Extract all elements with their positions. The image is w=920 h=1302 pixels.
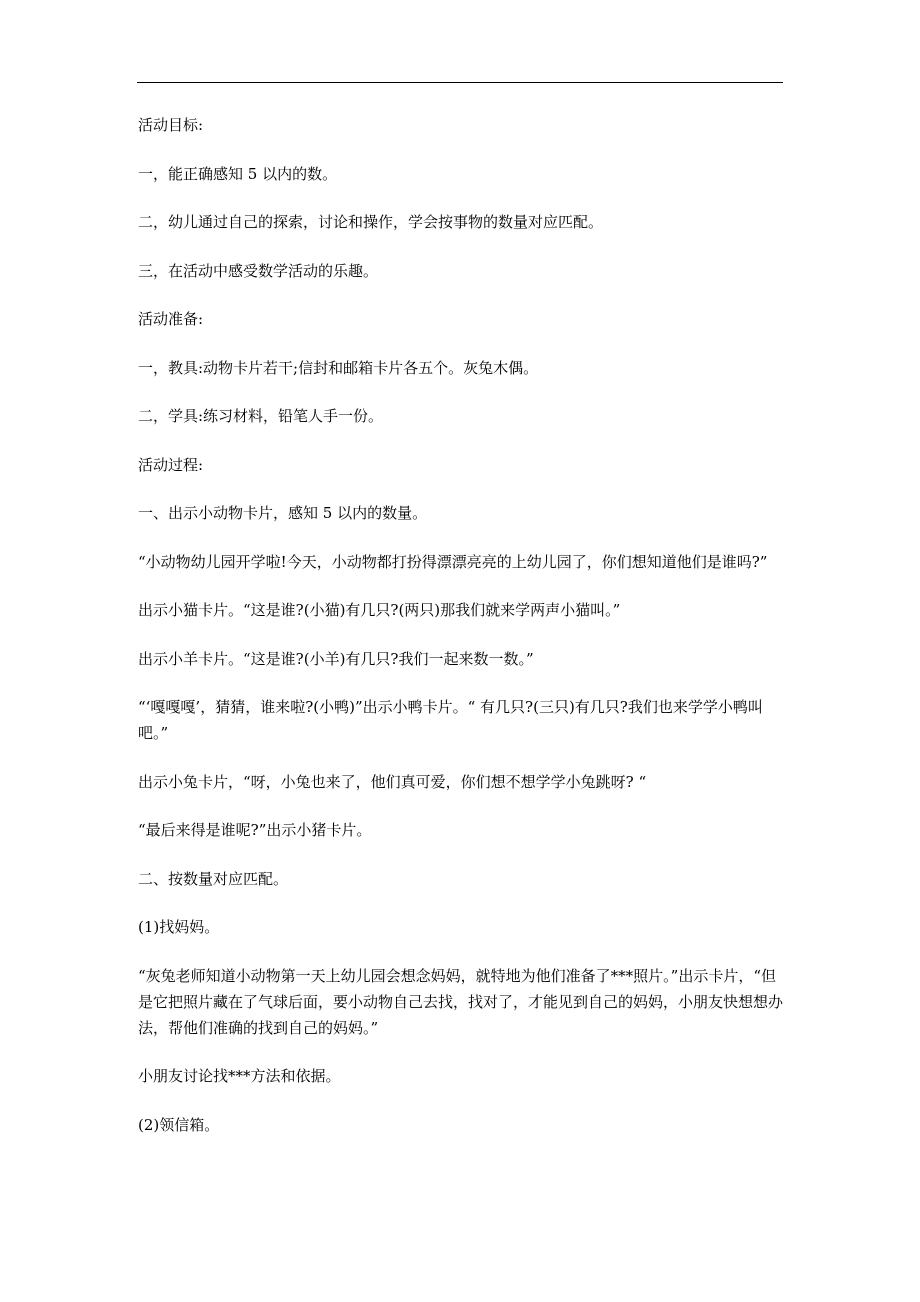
document-body (138, 112, 786, 1160)
process-paragraph: 小朋友讨论找***方法和依据。 (138, 1067, 341, 1085)
sub-step-find-mother: (1)找妈妈。 (138, 918, 220, 936)
preparation-item-2: 二，学具:练习材料，铅笔人手一份。 (138, 407, 384, 425)
process-paragraph: 出示小猫卡片。“这是谁?(小猫)有几只?(两只)那我们就来学两声小猫叫。” (138, 601, 621, 619)
process-paragraph: “最后来得是谁呢?”出示小猪卡片。 (138, 821, 372, 839)
header-rule (137, 82, 783, 83)
process-step-1: 一、出示小动物卡片，感知 5 以内的数量。 (138, 504, 428, 522)
process-paragraph: 出示小羊卡片。“这是谁?(小羊)有几只?我们一起来数一数。” (138, 649, 534, 668)
heading-activity-goals: 活动目标: (138, 116, 204, 134)
heading-activity-process: 活动过程: (138, 455, 204, 474)
process-paragraph: 出示小兔卡片，“呀，小兔也来了，他们真可爱，你们想不想学学小兔跳呀? “ (138, 772, 647, 791)
process-step-2: 二、按数量对应匹配。 (138, 869, 289, 888)
goal-item-2: 二，幼儿通过自己的探索，讨论和操作，学会按事物的数量对应匹配。 (138, 213, 604, 231)
process-paragraph: “灰兔老师知道小动物第一天上幼儿园会想念妈妈，就特地为他们准备了***照片。”出示卡片，“但是它把照片藏在了气球后面，要小动物自己去找，找对了，才能见到自己的妈妈，小朋友快想想办法，帮他们准确的找到自己的妈妈。” (138, 966, 784, 1037)
sub-step-mailbox: (2)领信箱。 (138, 1115, 220, 1134)
goal-item-3: 三，在活动中感受数学活动的乐趣。 (138, 261, 379, 280)
goal-item-1: 一，能正确感知 5 以内的数。 (138, 164, 338, 183)
process-paragraph: “小动物幼儿园开学啦!今天，小动物都打扮得漂漂亮亮的上幼儿园了，你们想知道他们是谁吗?” (138, 552, 768, 571)
preparation-item-1: 一，教具:动物卡片若干;信封和邮箱卡片各五个。灰兔木偶。 (138, 358, 539, 377)
heading-activity-preparation: 活动准备: (138, 310, 204, 328)
process-paragraph: “‘嘎嘎嘎’，猜猜，谁来啦?(小鸭)”出示小鸭卡片。“ 有几只?(三只)有几只?我们也来学学小鸭叫吧。” (138, 698, 763, 742)
